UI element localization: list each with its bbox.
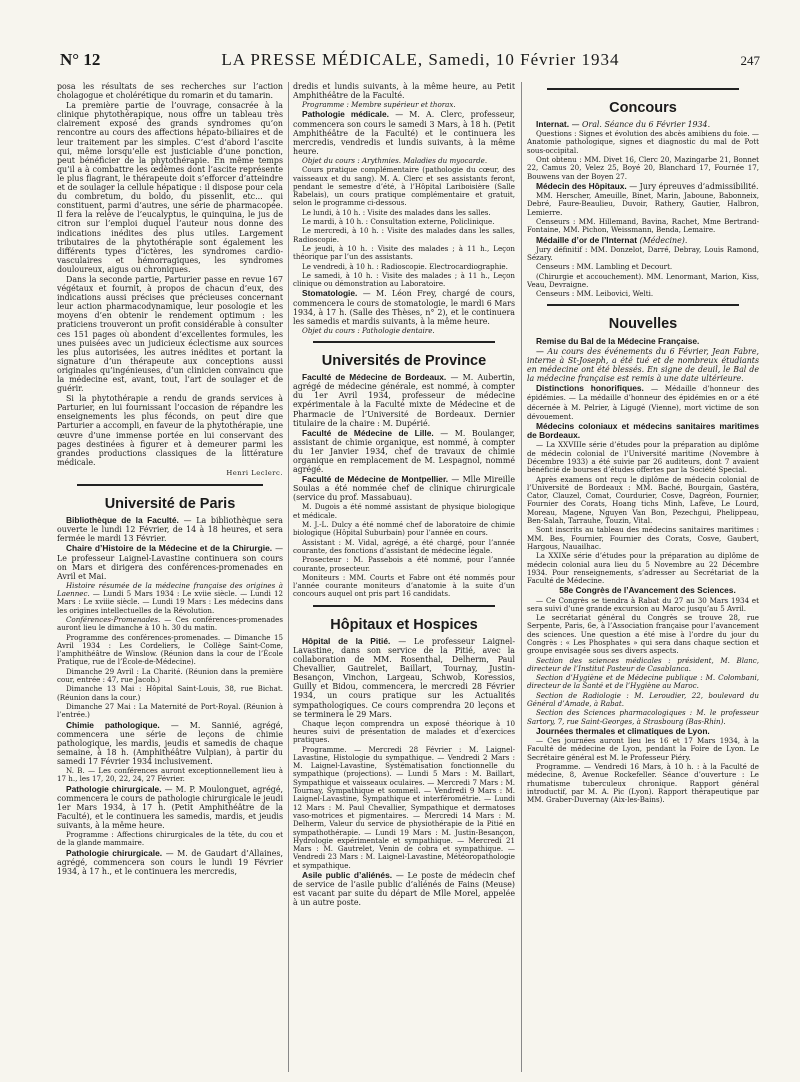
- item-text: Objet du cours : Arythmies. Maladies du myocarde.: [302, 155, 488, 165]
- column-3: [527, 82, 759, 1072]
- item-title: Chimie pathologique.: [66, 719, 160, 730]
- item-title: Pathologie chirurgicale.: [66, 783, 162, 794]
- item-text: (Chirurgie et accouchement). MM. Lenormant, Marion, Kiss, Veau, Devraigne.: [527, 271, 759, 289]
- item-text: Le jeudi, à 10 h. : Visite des malades ; à 11 h., Leçon théorique par l’un des assistants.: [293, 243, 515, 262]
- item-text: Le samedi, à 10 h. : Visite des malades ; à 11 h., Leçon clinique ou démonstration au Laboratoire.: [293, 270, 515, 289]
- item-text: — Ces conférences-promenades auront lieu le dimanche à 10 h. 30 du matin.: [57, 614, 283, 633]
- item-title: Faculté de Médecine de Lille.: [302, 427, 434, 438]
- item-text: Prosecteur : M. Passebois a été nommé, pour l’année courante, prosecteur.: [293, 555, 515, 573]
- item-text: Sont inscrits au tableau des médecins sanitaires maritimes : MM. Bes, Fournier, Fournier des Corats, Cosve, Gaubert, Hargous, Nauailhac.: [527, 525, 759, 551]
- item-text: Le secrétariat général du Congrès se trouve 28, rue Serpente, Paris, 6e, à l’Association française pour l’avancement des sciences. Une question a été mise à l’ordre du jour du Congrès : « Les Phosphates » qui sera dans chaque section et groupe envisagée sous ses divers aspects.: [527, 613, 759, 656]
- item-text: Programme des conférences-promenades. — Dimanche 15 Avril 1934 : Les Cordeliers, le Collège Saint-Come, l’amphithéâtre de Winslow. (Réunion dans la cour de l’École Pratique, rue de l’École-de-Médecine).: [57, 632, 283, 667]
- item-text: Section d’Hygiène et de Médecine publique : M. Colombani, directeur de la Santé et de l’Hygiène au Maroc.: [527, 673, 759, 691]
- item-text: — Lundi 5 Mars 1934 : Le xviie siècle. — Lundi 12 Mars : Le xviiie siècle. — Lundi 19 Mars : Les médecins dans les origines intellectuelles de la Révolution.: [57, 589, 283, 615]
- item-text: — Mlle Mireille Soulas a été nommée chef de clinique chirurgicale (service du prof. Massabuau).: [293, 475, 515, 503]
- column-2: [293, 82, 515, 1072]
- section-rule: [313, 605, 495, 607]
- page-number: 247: [740, 53, 760, 68]
- section-rule: [547, 304, 739, 306]
- item-text: — Jury épreuves d’admissibilité.: [629, 181, 759, 191]
- section-rule: [547, 88, 739, 90]
- item-text: — M. Sannié, agrégé, commencera une série de leçons de chimie pathologique, les mardis, jeudis et samedis de chaque semaine, à 18 h. (Amphithéâtre Vulpian), à partir du samedi 17 Février 1934 inclusivement.: [57, 720, 283, 766]
- item-text: Moniteurs : MM. Courts et Fabre ont été nommés pour l’année courante moniteurs d’anatomie à la suite d’un concours auquel ont pris part 16 candidats.: [293, 572, 515, 599]
- page-header: [60, 50, 760, 76]
- item-text: — Le poste de médecin chef de service de l’asile public d’aliénés de Fains (Meuse) est vacant par suite du départ de Mlle Morel, appelée à un autre poste.: [293, 871, 515, 908]
- item-text: — Ces journées auront lieu les 16 et 17 Mars 1934, à la Faculté de médecine de Lyon, pendant la Foire de Lyon. Le Secrétaire général est M. le Professeur Piéry.: [527, 736, 759, 762]
- item-text: — Au cours des événements du 6 Février, Jean Fabre, interne à St-Joseph, a été tué et de nombreux étudiants en médecine ont été blessés. En signe de deuil, le Bal de la médecine française est remis à une date ultérieure.: [527, 346, 759, 383]
- item-text: M. Dugois a été nommé assistant de physique biologique et médicale.: [293, 502, 515, 520]
- item-text: — M. A. Clerc, professeur, commencera son cours le samedi 3 Mars, à 18 h. (Petit Amphithéâtre de la Faculté) et le continuera les mercredis, vendredis et lundis suivants, à la même heure.: [293, 110, 515, 156]
- item-text: Questions : Signes et évolution des abcès amibiens du foie. — Anatomie pathologique, signes et diagnostic du mal de Pott sous-occipital.: [527, 129, 759, 155]
- section-title: Hôpitaux et Hospices: [330, 616, 478, 633]
- item-text: Objet du cours : Pathologie dentaire.: [302, 325, 435, 335]
- item-text: Programme. — Mercredi 28 Février : M. Laignel-Lavastine, Histologie du sympathique. — Vendredi 2 Mars : M. Laignel-Lavastine, Systématisation fonctionnelle du sympathique (projections). — Lundi 5 Mars : M. Baillart, Sympathique et vaisseaux oculaires. — Mercredi 7 Mars : M. Tournay, Sympathique et sommeil. — Vendredi 9 Mars : M. Laignel-Lavastine, Sympathique et interférométrie. — Lundi 12 Mars : M. Paul Chevallier, Sympathique et dermatoses vaso-motrices et pigmentaires. — Mercredi 14 Mars : M. Delherm, Valeur du service de physiothérapie de la Pitié en sympathothérapie. — Lundi 19 Mars : M. Justin-Besançon, Hydrologie expérimentale et sympathique. — Mercredi 21 Mars : M. Gautrelet, Venin de cobra et sympathique. — Vendredi 23 Mars : M. Laignel-Lavastine, Météoropathologie et sympathique.: [293, 744, 515, 870]
- item-text: Dimanche 13 Mai : Hôpital Saint-Louis, 38, rue Bichat. (Réunion dans la cour.): [57, 684, 283, 702]
- item-title: Hôpital de la Pitié.: [302, 635, 391, 646]
- item-text: Après examens ont reçu le diplôme de médecin colonial de l’Université de Bordeaux : MM. Baché, Bourgain, Gastéra, Cator, Clauzel, Comat, Courdurier, Cosve, Dagréon, Fournier, Fournier des Corats, Hoang tichs Minh, Lafève, Le Lourd, Moreau, Magene, Nguyen Van Bon, Pezechgui, Phelippeau, Ben-Salah, Tarrauhe, Touzin, Vital.: [527, 474, 759, 526]
- item-title: Pathologie chirurgicale.: [66, 847, 163, 858]
- section-rule: [77, 484, 263, 486]
- item-text: Ont obtenu : MM. Divet 16, Clerc 20, Mazingarbe 21, Bonnet 22, Camus 20, Velez 25, Boyé 20, Blanchard 17, Fournée 17, Bouwens van der Boyen 27.: [527, 155, 759, 181]
- item-text: — Médaille d’honneur des épidémies. — La médaille d’honneur des épidémies en or a été décernée à M. Pelrier, à Ligugé (Vienne), mort victime de son dévouement.: [527, 383, 759, 421]
- item-text: — M. Aubertin, agrégé de médecine générale, est nommé, à compter du 1er Avril 1934, professeur de médecine expérimentale à la Faculté mixte de Médecine et de Pharmacie de l’Université de Bordeaux. Dernier titulaire de la chaire : M. Dupérié.: [293, 373, 515, 428]
- section-title: Nouvelles: [608, 316, 678, 333]
- item-text: (Médecine).: [639, 235, 688, 245]
- item-text: Programme : Membre supérieur et thorax.: [302, 100, 456, 110]
- item-text: Le mardi, à 10 h. : Consultation externe, Policlinique.: [302, 217, 495, 227]
- item-title: Asile public d’aliénés.: [302, 870, 393, 881]
- section-rule: [313, 341, 495, 343]
- item-text: Cours pratique complémentaire (pathologie du cœur, des vaisseaux et du sang). M. A. Clerc et ses assistants feront, pendant le semestre d’été, à l’Hôpital Lariboisière (Salle Rabelais), un cours pratique complémentaire et gratuit, selon le programme ci-dessous.: [293, 165, 515, 208]
- column-1: [57, 82, 283, 1072]
- item-text: Le vendredi, à 10 h. : Radioscopie. Electrocardiographie.: [302, 261, 508, 271]
- section-title: Universités de Province: [321, 353, 487, 370]
- item-text: — Le professeur Laignel-Lavastine continuera son cours on Mars et dirigera des conférences-promenades en Avril et Mai.: [57, 544, 283, 581]
- item-title: Pathologie médicale.: [302, 109, 389, 120]
- item-text: — Oral. Séance du 6 Février 1934.: [571, 120, 711, 130]
- item-text: — M. de Gaudart d’Allaines, agrégé, commencera son cours le lundi 19 Février 1934, à 17 h., et le continuera les mercredis,: [57, 848, 283, 876]
- paragraph: Si la phytothérapie a rendu de grands services à Parturier, en lui fournissant l’occasion de répandre les enseignements les plus féconds, on peut dire que Parturier a accompli, en faveur de la phytothérapie, une œuvre d’une immense portée en lui conservant des pages destinées à figurer et à demeurer parmi les grandes productions classiques de la littérature médicale.: [57, 394, 283, 467]
- item-text: Le mercredi, à 10 h. : Visite des malades dans les salles, Radioscopie.: [293, 226, 515, 244]
- item-title: Médecin des Hôpitaux.: [536, 180, 627, 191]
- section-title: Université de Paris: [104, 496, 236, 513]
- item-title: Faculté de Médecine de Montpellier.: [302, 474, 449, 485]
- item-text: La XXIXe série d’études pour la préparation au diplôme de médecin colonial aura lieu du 5 Novembre au 22 Décembre 1934. Pour renseignements, s’adresser au Secrétariat de la Faculté de Médecine.: [527, 551, 759, 586]
- item-text: Section de Radiologie : M. Leroudier, 22, boulevard du Général d’Amade, à Rabat.: [527, 690, 759, 709]
- item-text: — Ce Congrès se tiendra à Rabat du 27 au 30 Mars 1934 et sera suivi d’une grande excursion au Maroc jusqu’au 5 Avril.: [527, 595, 759, 613]
- publication-title: LA PRESSE MÉDICALE, Samedi, 10 Février 1934: [221, 50, 620, 69]
- item-title: 58e Congrès de l’Avancement des Sciences.: [559, 585, 736, 596]
- item-text: — La XXVIIIe série d’études pour la préparation au diplôme de médecin colonial de l’Université maritime (Novembre à Décembre 1933) a été suivie par 26 auditeurs, dont 7 avaient bénéficié de bourses d’études offertes par la Société Special.: [527, 440, 759, 475]
- issue-number: N° 12: [60, 50, 101, 69]
- item-text: Programme : Affections chirurgicales de la tête, du cou et de la glande mammaire.: [57, 830, 283, 848]
- item-title: Chaire d’Histoire de la Médecine et de la Chirurgie.: [66, 543, 273, 554]
- item-subtitle: Conférences-Promenades.: [66, 614, 161, 624]
- item-title: Bibliothèque de la Faculté.: [66, 515, 179, 526]
- paragraph: posa les résultats de ses recherches sur l’action cholagogue et cholérétique du romarin et du tamarin.: [57, 82, 283, 101]
- item-text: M. J.-L. Dulcy a été nommé chef de laboratoire de chimie biologique (Hôpital Suburbain) pour l’année en cours.: [293, 520, 515, 538]
- item-title: Distinctions honorifiques.: [536, 382, 644, 393]
- item-text: Censeurs : MM. Hillemand, Bavina, Rachet, Mme Bertrand-Fontaine, MM. Pichon, Weissmann, Benda, Lemaire.: [527, 216, 759, 235]
- item-text: Section des sciences médicales : président, M. Blanc, directeur de l’Institut Pasteur de Casablanca.: [527, 655, 759, 673]
- item-text: Assistant : M. Vidal, agrégé, a été chargé, pour l’année courante, des fonctions d’assistant de médecine légale.: [293, 537, 515, 555]
- item-title: Faculté de Médecine de Bordeaux.: [302, 372, 447, 383]
- paragraph: dredis et lundis suivants, à la même heure, au Petit Amphithéâtre de la Faculté.: [293, 82, 515, 101]
- paragraph: La première partie de l’ouvrage, consacrée à la clinique phytothérapique, nous offre un tableau très clairement exposé des grands syndromes qu’on rencontre au cours des affections hépato-biliaires et de leur traitement par les simples. C’est d’abord l’ascite qui, même lorsqu’elle est justiciable d’une ponction, peut bénéficier de la phytothérapie. En même temps qu’il a à combattre les œdèmes dont l’ascite représente le plus flagrant, le thérapeute doit s’efforcer d’atteindre et de soulager la cellule hépatique : il dispose pour cela du combretum, du boldo, du pissenlit, etc... qui constituent, parmi d’autres, une série de pharmacopée. Il fera la relève de l’eucalyptus, le quinquina, le jus de citron sur l’emploi duquel l’auteur nous donne des indications inédites des plus utiles. Largement tributaires de la phytothérapie sont également les différents types d’ictères, les syndromes cardio-vasculaires et hémorragiques, les syndromes douloureux, aigus ou chroniques.: [57, 101, 283, 274]
- item-text: — M. Boulanger, assistant de chimie organique, est nommé, à compter du 1er Janvier 1934, chef de travaux de chimie organique en remplacement de M. Lespagnol, nommé agrégé.: [293, 428, 515, 475]
- paragraph: Dans la seconde partie, Parturier passe en revue 167 végétaux et fournit, à propos de chacun d’eux, des indications aussi précises que précieuses concernant leur action pharmacodynamique, leur posologie et les moyens d’en obtenir le rendement optimum : les praticiens trouveront un profit considérable à consulter ces 151 pages où abondent d’excellentes formules, les unes puisées avec un judicieux éclectisme aux sources les plus autorisées, les autres inédites et portant la signature d’un thérapeute aux conceptions aussi originales qu’ingénieuses, d’un clinicien convaincu que la médecine est, avant, tout, l’art de soulager et de guérir.: [57, 274, 283, 394]
- item-text: Dimanche 27 Mai : La Maternité de Port-Royal. (Réunion à l’entrée.): [57, 701, 283, 720]
- item-title: Internat.: [536, 119, 570, 130]
- column-divider: [288, 82, 289, 1072]
- item-text: Chaque leçon comprendra un exposé théorique à 10 heures suivi de présentation de malades et d’exercices pratiques.: [293, 718, 515, 745]
- item-text: — M. P. Moulonguet, agrégé, commencera le cours de pathologie chirurgicale le jeudi 1er Mars 1934, à 17 h. (Petit Amphithéâtre de la Faculté), et le continuera les samedis, mardis, et jeudis suivants, à la même heure.: [57, 784, 283, 830]
- item-text: N. B. — Les conférences auront exceptionnellement lieu à 17 h., les 17, 20, 22, 24, 27 Février.: [57, 766, 283, 784]
- column-divider: [521, 82, 522, 1072]
- author-signature: Henri Leclerc.: [226, 468, 283, 477]
- item-text: — Le professeur Laignel-Lavastine, dans son service de la Pitié, avec la collaboration de MM. Rosenthal, Delherm, Paul Chevallier, Gautrelet, Baillart, Tournay, Justin-Besançon, Vinchon, Largeau, Schwob, Koressios, Guilly et Bidou, commencera, le mercredi 28 Février 1934, un cours pratique sur les Actualités sympathologiques. Ce cours comprendra 20 leçons et se terminera le 29 Mars.: [293, 636, 515, 719]
- item-text: — M. Léon Frey, chargé de cours, commencera le cours de stomatologie, le mardi 6 Mars 1934, à 17 h. (Salle des Thèses, n° 2), et le continuera les samedis et mardis suivants, à la même heure.: [293, 289, 515, 326]
- item-text: Programme. — Vendredi 16 Mars, à 10 h. : à la Faculté de médecine, 8, Avenue Rockefeller. Séance d’ouverture : Le rhumatisme tuberculeux chronique. Rapport général introductif, par M. A. Pic (Lyon). Rapport thérapeutique par MM. Graber-Duvernay (Aix-les-Bains).: [527, 761, 759, 805]
- item-title: Remise du Bal de la Médecine Française.: [536, 335, 700, 346]
- item-title: Journées thermales et climatiques de Lyon.: [536, 725, 710, 736]
- item-text: Le lundi, à 10 h. : Visite des malades dans les salles.: [302, 207, 491, 217]
- item-title: Médecins coloniaux et médecins sanitaires maritimes de Bordeaux.: [527, 421, 759, 441]
- section-title: Concours: [609, 100, 677, 116]
- item-text: Dimanche 29 Avril : La Charité. (Réunion dans la première cour, entrée : 47, rue Jacob.): [57, 666, 283, 685]
- item-title: Stomatologie.: [302, 288, 358, 299]
- item-title: Médaille d’or de l’Internat: [536, 234, 637, 245]
- item-subtitle: Histoire résumée de la médecine française des origines à Laennec.: [57, 580, 283, 599]
- item-text: Censeurs : MM. Lambling et Decourt.: [536, 262, 673, 272]
- item-text: Section des Sciences pharmacologiques : M. le professeur Sartory, 7, rue Saint-Georges, à Strasbourg (Bas-Rhin).: [527, 708, 759, 726]
- item-text: Censeurs : MM. Leibovici, Welti.: [536, 289, 654, 299]
- item-text: MM. Herscher, Ameuille, Binet, Marin, Jaboune, Babonneix, Debré, Faure-Beaulieu, Duvoir, Rathery, Gautier, Halbron, Lemierre.: [527, 191, 759, 217]
- item-text: — La bibliothèque sera ouverte le lundi 12 Février, de 14 à 18 heures, et sera fermée le mardi 13 Février.: [57, 516, 283, 544]
- item-text: Jury définitif : MM. Donzelot, Darré, Debray, Louis Ramond, Sézary.: [527, 244, 759, 262]
